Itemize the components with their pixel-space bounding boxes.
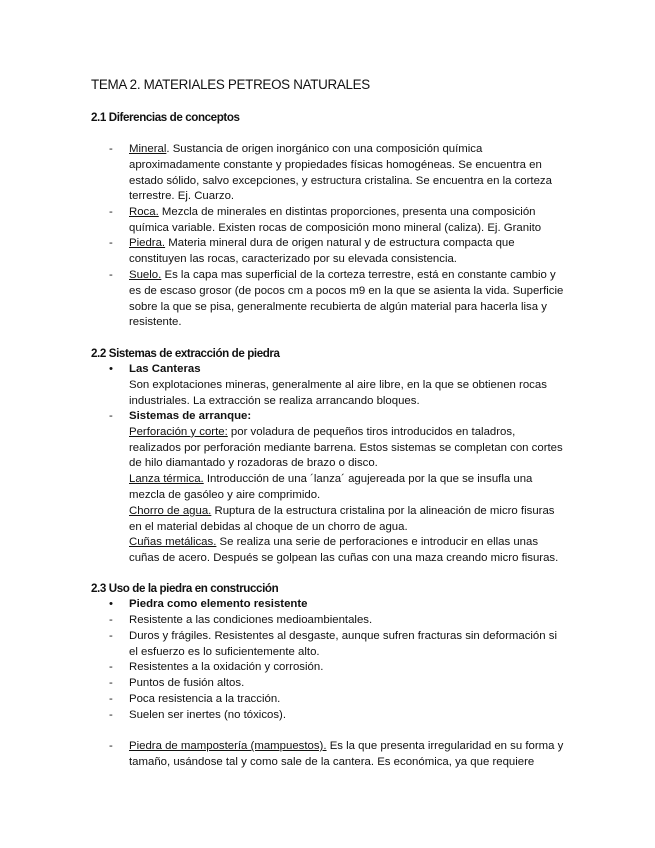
definition: . Sustancia de origen inorgánico con una composición química aproximadamente constante y propiedades físicas homogéneas. Se encuentra en estado sólido, salvo excepciones, y estructura cristalina. Se encuentra en la corteza terrestre. Ej. Cuarzo.: [129, 143, 552, 203]
canteras-text: Son explotaciones mineras, generalmente al aire libre, en la que se obtienen rocas industriales. La extracción se realiza arrancando bloques.: [129, 378, 547, 407]
definition: por voladura de pequeños tiros introducidos en taladros, realizados por perforación mediante barrena. Estos sistemas se completan con cortes de hilo diamantado y rozadoras de brazo o disco.: [129, 425, 563, 470]
definition: Materia mineral dura de origen natural y de estructura compacta que constituyen las rocas, caracterizado por su elevada consistencia.: [129, 237, 515, 265]
term: Lanza térmica.: [129, 473, 204, 486]
section-heading-2-2: 2.2 Sistemas de extracción de piedra: [91, 347, 280, 360]
dash-marker: -: [109, 410, 113, 422]
definition: Es la capa mas superficial de la corteza terrestre, está en constante cambio y es de escaso grosor (de pocos cm a pocos m9 en la que se asienta la vida. Superficie sobre la que se pisa, generalmente recubierta de algún material para hacerla lisa y resistente.: [129, 269, 564, 329]
definition: Mezcla de minerales en distintas proporciones, presenta una composición química variable. Existen rocas de composición mono mineral (caliza). Ej. Granito: [129, 206, 542, 234]
term: Piedra.: [129, 237, 166, 249]
dash-marker: -: [109, 143, 113, 155]
item-text: Resistentes a la oxidación y corrosión.: [129, 661, 324, 673]
canteras-title: Las Canteras: [129, 363, 201, 375]
section-heading-2-1: 2.1 Diferencias de conceptos: [91, 111, 240, 124]
sub-paragraph: [129, 504, 566, 536]
definition: Introducción de una ´lanza´ agujereada por la que se insufla una mezcla de gasóleo y aire comprimido.: [129, 473, 533, 501]
definition: Se realiza una serie de perforaciones e introducir en ellas unas cuñas de acero. Después se golpean las cuñas con una maza creando micro fisuras.: [129, 536, 559, 565]
dash-marker: -: [109, 206, 113, 218]
term: Perforación y corte:: [129, 425, 228, 438]
item-text: Duros y frágiles. Resistentes al desgaste, aunque sufren fracturas sin deformación si el esfuerzo es lo suficientemente alto.: [129, 630, 557, 658]
item-text: Poca resistencia a la tracción.: [129, 693, 281, 705]
page-title: TEMA 2. MATERIALES PETREOS NATURALES: [91, 77, 370, 92]
section-heading-2-3: 2.3 Uso de la piedra en construcción: [91, 582, 279, 595]
definition: Ruptura de la estructura cristalina por la alineación de micro fisuras en el material debidas al choque de un chorro de agua.: [129, 504, 555, 533]
dash-marker: -: [109, 709, 113, 721]
definition: Es la que presenta irregularidad en su forma y tamaño, usándose tal y como sale de la cantera. Es económica, ya que requiere: [129, 740, 564, 768]
term: Cuñas metálicas.: [129, 536, 217, 549]
term: Piedra de mampostería (mampuestos).: [129, 740, 327, 752]
item-text: Resistente a las condiciones medioambientales.: [129, 614, 373, 626]
item-text: Puntos de fusión altos.: [129, 677, 245, 689]
dash-marker: -: [109, 614, 113, 626]
term: Suelo.: [129, 269, 162, 281]
term: Chorro de agua.: [129, 504, 212, 517]
dash-marker: -: [109, 740, 113, 752]
arranque-title: Sistemas de arranque:: [129, 410, 252, 422]
dash-marker: -: [109, 237, 113, 249]
term: Roca.: [129, 206, 159, 218]
term: Mineral: [129, 143, 167, 155]
dash-marker: -: [109, 661, 113, 673]
elemento-title: Piedra como elemento resistente: [129, 598, 308, 610]
dash-marker: -: [109, 693, 113, 705]
dash-marker: -: [109, 630, 113, 642]
item-text: Suelen ser inertes (no tóxicos).: [129, 709, 287, 721]
sub-paragraph: [129, 535, 566, 567]
sub-paragraph: [129, 425, 566, 472]
bullet-marker: •: [109, 363, 113, 375]
dash-marker: -: [109, 269, 113, 281]
sub-paragraph: [129, 472, 566, 504]
bullet-marker: •: [109, 598, 113, 610]
dash-marker: -: [109, 677, 113, 689]
